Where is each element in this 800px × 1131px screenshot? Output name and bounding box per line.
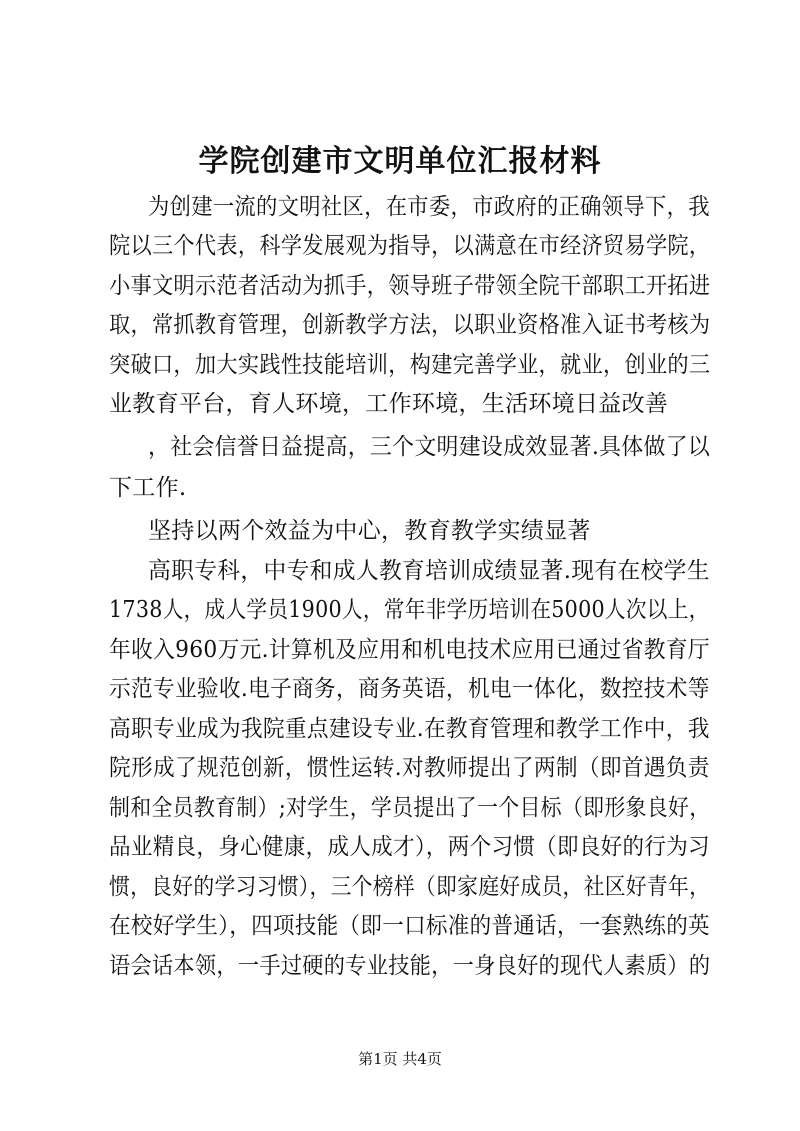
document-title: 学院创建市文明单位汇报材料	[198, 144, 602, 179]
paragraph-line: 为创建一流的文明社区，在市委，市政府的正确领导下，我	[148, 194, 710, 220]
paragraph-line: 院以三个代表，科学发展观为指导，以满意在市经济贸易学院，	[109, 233, 711, 259]
paragraph-line: 品业精良，身心健康，成人成才），两个习惯（即良好的行为习	[109, 834, 710, 860]
paragraph-line: ，社会信誉日益提高，三个文明建设成效显著.具体做了以	[148, 434, 711, 460]
paragraph-line: 示范专业验收.电子商务，商务英语，机电一体化，数控技术等	[109, 676, 710, 702]
paragraph-line: 突破口，加大实践性技能培训，构建完善学业，就业，创业的三	[109, 352, 711, 378]
paragraph-line: 制和全员教育制）;对学生，学员提出了一个目标（即形象良好，	[109, 795, 711, 821]
section-heading: 坚持以两个效益为中心，教育教学实绩显著	[148, 518, 591, 544]
paragraph-line: 年收入960万元.计算机及应用和机电技术应用已通过省教育厅	[109, 637, 710, 663]
paragraph-line: 院形成了规范创新，惯性运转.对教师提出了两制（即首遇负责	[109, 755, 710, 781]
page-number-footer: 第1页 共4页	[358, 1050, 442, 1068]
paragraph-line: 语会话本领，一手过硬的专业技能，一身良好的现代人素质）的	[109, 953, 711, 979]
paragraph-line: 业教育平台，育人环境，工作环境，生活环境日益改善	[109, 391, 669, 417]
paragraph-line: 取，常抓教育管理，创新教学方法，以职业资格准入证书考核为	[109, 312, 711, 338]
paragraph-line: 在校好学生），四项技能（即一口标准的普通话，一套熟练的英	[109, 913, 710, 939]
paragraph-line: 高职专科，中专和成人教育培训成绩显著.现有在校学生	[148, 558, 710, 584]
paragraph-line: 下工作.	[109, 475, 187, 501]
paragraph-line: 小事文明示范者活动为抓手，领导班子带领全院干部职工开拓进	[109, 273, 711, 299]
paragraph-line: 高职专业成为我院重点建设专业.在教育管理和教学工作中，我	[109, 716, 710, 742]
paragraph-line: 1738人，成人学员1900人，常年非学历培训在5000人次以上，	[109, 597, 710, 623]
paragraph-line: 惯，良好的学习习惯），三个榜样（即家庭好成员，社区好青年，	[109, 874, 711, 900]
